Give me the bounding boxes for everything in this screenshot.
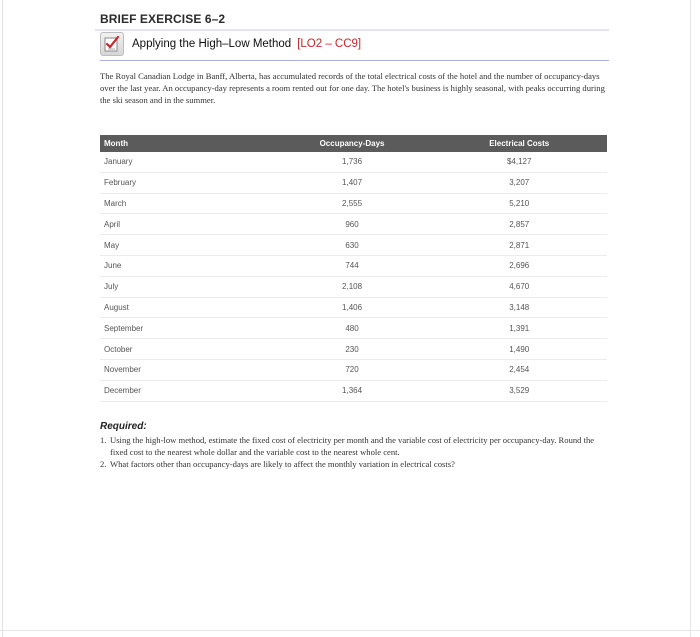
- heading-divider: [100, 60, 609, 61]
- required-item-text: Using the high-low method, estimate the fixed cost of electricity per month and the variable cost of electricity per occupancy-day. Round the fixed cost to the nearest whole dollar and the variable cost to the nearest whole cent.: [110, 435, 595, 457]
- table-row: [100, 339, 607, 360]
- cell-month: May: [100, 235, 273, 256]
- table-row: [100, 297, 607, 318]
- cell-electrical-costs: 3,207: [431, 172, 607, 193]
- required-label: Required:: [100, 421, 147, 432]
- table-row: [100, 255, 607, 276]
- table-row: [100, 380, 607, 401]
- header-electrical-costs: Electrical Costs: [431, 135, 607, 152]
- table-row: [100, 193, 607, 214]
- learning-objectives: [LO2 – CC9]: [297, 38, 362, 50]
- cell-occupancy-days: 2,555: [273, 193, 432, 214]
- cell-month: February: [100, 172, 273, 193]
- table-row: [100, 359, 607, 380]
- required-item: [100, 434, 610, 458]
- cell-occupancy-days: 744: [273, 255, 432, 276]
- table-row: [100, 152, 607, 172]
- table-row: [100, 235, 607, 256]
- header-month: Month: [100, 135, 273, 152]
- cell-month: November: [100, 359, 273, 380]
- cell-electrical-costs: 3,529: [431, 380, 607, 401]
- cell-occupancy-days: 230: [273, 339, 432, 360]
- cell-occupancy-days: 630: [273, 235, 432, 256]
- page-frame-right: [690, 0, 691, 637]
- cell-electrical-costs: 2,857: [431, 214, 607, 235]
- title-divider: [95, 29, 609, 31]
- table-row: [100, 276, 607, 297]
- cell-month: December: [100, 380, 273, 401]
- cell-electrical-costs: $4,127: [431, 152, 607, 172]
- exercise-title: BRIEF EXERCISE 6–2: [100, 12, 226, 26]
- heading-title: Applying the High–Low Method: [132, 38, 292, 50]
- required-item: [100, 458, 610, 470]
- exercise-heading: [100, 32, 361, 56]
- cell-occupancy-days: 960: [273, 214, 432, 235]
- cell-occupancy-days: 480: [273, 318, 432, 339]
- cell-occupancy-days: 1,406: [273, 297, 432, 318]
- cell-month: January: [100, 152, 273, 172]
- required-item-number: 2.: [100, 459, 107, 469]
- cell-electrical-costs: 2,454: [431, 359, 607, 380]
- cell-month: September: [100, 318, 273, 339]
- cell-month: October: [100, 339, 273, 360]
- header-occupancy-days: Occupancy-Days: [273, 135, 432, 152]
- required-item-text: What factors other than occupancy-days are likely to affect the monthly variation in electrical costs?: [110, 459, 455, 469]
- cell-month: April: [100, 214, 273, 235]
- cell-occupancy-days: 720: [273, 359, 432, 380]
- cell-electrical-costs: 1,490: [431, 339, 607, 360]
- table-row: [100, 172, 607, 193]
- cell-electrical-costs: 5,210: [431, 193, 607, 214]
- cell-electrical-costs: 2,871: [431, 235, 607, 256]
- cell-occupancy-days: 1,364: [273, 380, 432, 401]
- table-row: [100, 318, 607, 339]
- required-item-number: 1.: [100, 435, 107, 445]
- cell-occupancy-days: 1,736: [273, 152, 432, 172]
- data-table: [100, 135, 607, 402]
- page-frame-bottom: [0, 630, 700, 631]
- cell-occupancy-days: 1,407: [273, 172, 432, 193]
- cell-month: August: [100, 297, 273, 318]
- cell-month: June: [100, 255, 273, 276]
- cell-month: July: [100, 276, 273, 297]
- page-frame-left: [2, 0, 3, 637]
- cell-electrical-costs: 4,670: [431, 276, 607, 297]
- cell-electrical-costs: 1,391: [431, 318, 607, 339]
- cell-electrical-costs: 3,148: [431, 297, 607, 318]
- checklist-icon: [100, 32, 124, 56]
- required-list: [100, 434, 610, 470]
- intro-paragraph: The Royal Canadian Lodge in Banff, Alberta, has accumulated records of the total electrical costs of the hotel and the number of occupancy-days over the last year. An occupancy-day represents a room rented out for one day. The hotel's business is highly seasonal, with peaks occurring during the ski season and in the summer.: [100, 71, 605, 105]
- cell-month: March: [100, 193, 273, 214]
- cell-occupancy-days: 2,108: [273, 276, 432, 297]
- cell-electrical-costs: 2,696: [431, 255, 607, 276]
- table-row: [100, 214, 607, 235]
- table-header-row: [100, 135, 607, 152]
